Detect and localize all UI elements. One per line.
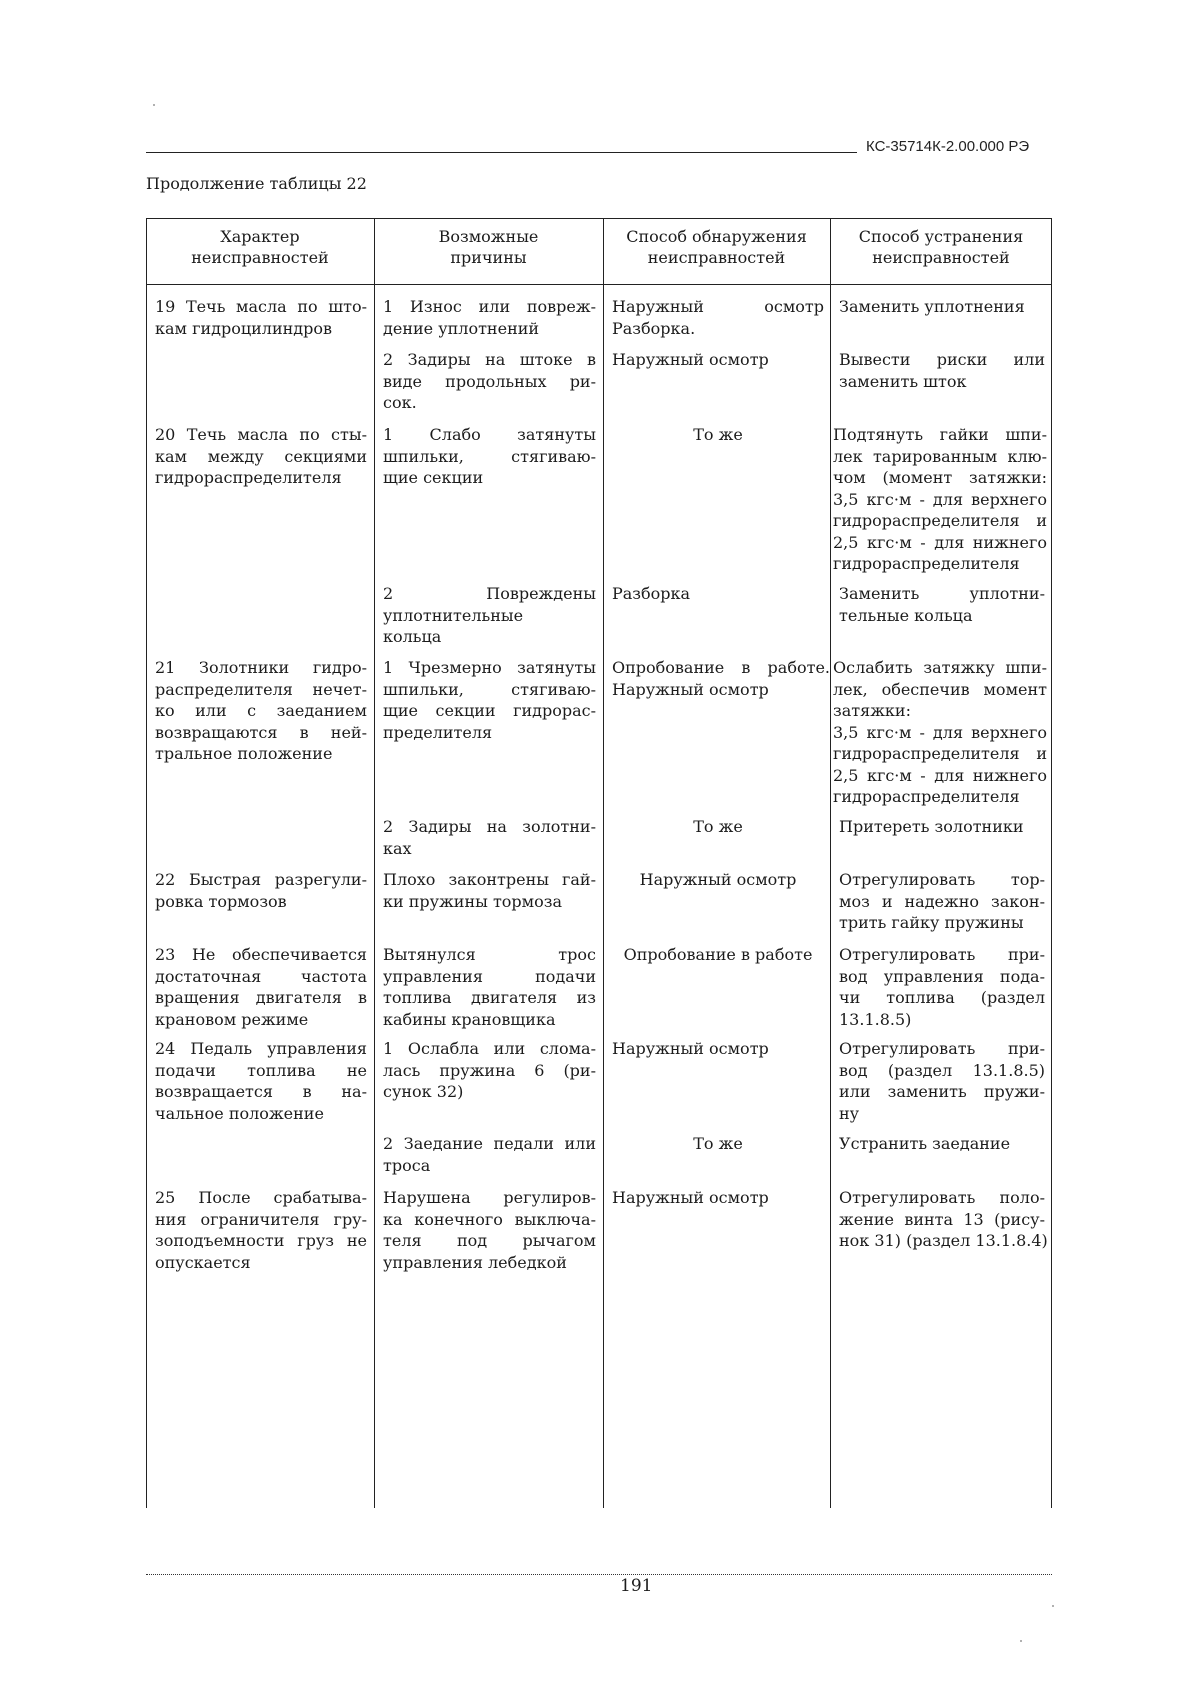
cell-line: или заменить пружи- xyxy=(839,1082,1045,1101)
header-line: неисправностей xyxy=(647,248,786,267)
cell-line: лек, обеспечив момент xyxy=(833,679,1047,699)
cell-line: Вывести риски или xyxy=(839,350,1045,369)
cell-line: гидрораспределителя xyxy=(833,554,1020,573)
cell-line: сок. xyxy=(383,393,417,412)
cell-line: Вытянулся трос xyxy=(383,945,596,964)
table-cell xyxy=(155,657,367,765)
cell-line: трить гайку пружины xyxy=(839,913,1024,932)
table-cell xyxy=(383,583,596,648)
cell-line: Плохо законтрены гай- xyxy=(383,870,596,889)
cell-line: кам между секциями xyxy=(155,446,367,466)
cell-line: тельные кольца xyxy=(839,605,973,625)
cell-line: шпильки, стягиваю- xyxy=(383,446,596,466)
cell-line: троса xyxy=(383,1155,431,1175)
table-cell xyxy=(839,869,1045,934)
cell-line: щие секции гидрорас- xyxy=(383,701,596,720)
header-col-fault xyxy=(148,226,372,268)
cell-line: подачи топлива не xyxy=(155,1060,367,1080)
cell-line: лек тарированным клю- xyxy=(833,446,1047,466)
table-cell xyxy=(155,1187,367,1273)
cell-line: 2 Заедание педали или xyxy=(383,1134,596,1153)
cell-line: кабины крановщика xyxy=(383,1009,556,1029)
cell-line: Отрегулировать поло- xyxy=(839,1188,1045,1207)
cell-line: кольца xyxy=(383,627,442,646)
page-number: 191 xyxy=(620,1576,653,1596)
cell-line: 19 Течь масла по што- xyxy=(155,297,367,316)
header-line: Способ обнаружения xyxy=(626,227,807,246)
cell-line: Опробование в работе xyxy=(623,945,813,964)
cell-line: 22 Быстрая разрегули- xyxy=(155,870,367,889)
footer-rule xyxy=(146,1574,1052,1575)
cell-line: пределителя xyxy=(383,722,493,742)
table-cell xyxy=(612,583,824,605)
cell-line: достаточная частота xyxy=(155,966,367,986)
cell-line: ния ограничителя гру- xyxy=(155,1209,367,1229)
header-col-remedy xyxy=(832,226,1050,268)
header-rule xyxy=(146,152,857,153)
header-separator xyxy=(146,284,1052,285)
cell-line: Отрегулировать тор- xyxy=(839,870,1045,889)
table-cell xyxy=(155,869,367,912)
cell-line: Опробование в работе. xyxy=(612,658,830,677)
header-col-cause xyxy=(376,226,601,268)
cell-line: топлива двигателя из xyxy=(383,988,596,1007)
cell-line: Разборка. xyxy=(612,318,696,338)
cell-line: зоподъемности груз не xyxy=(155,1231,367,1250)
cell-line: 20 Течь масла по сты- xyxy=(155,425,367,444)
cell-line: гидрораспределителя xyxy=(155,468,342,487)
column-divider xyxy=(374,218,375,1508)
cell-line: распределителя нечет- xyxy=(155,679,367,699)
table-cell xyxy=(839,816,1045,838)
header-line: Способ устранения xyxy=(858,227,1024,246)
cell-line: гидрораспределителя и xyxy=(833,511,1047,530)
cell-line: 23 Не обеспечивается xyxy=(155,945,367,964)
cell-line: ках xyxy=(383,838,412,858)
table-cell xyxy=(839,1038,1045,1124)
cell-line: Наружный осмотр xyxy=(612,1039,769,1058)
table-cell xyxy=(383,816,596,859)
header-line: неисправностей xyxy=(872,248,1010,267)
cell-line: теля под рычагом xyxy=(383,1231,596,1250)
table-cell xyxy=(383,657,596,743)
table-cell xyxy=(383,869,596,912)
cell-line: Притереть золотники xyxy=(839,817,1024,836)
table-cell xyxy=(612,424,824,446)
cell-line: ка конечного выключа- xyxy=(383,1209,596,1229)
table-cell xyxy=(612,1133,824,1155)
column-divider xyxy=(603,218,604,1508)
cell-line: нок 31) (раздел 13.1.8.4) xyxy=(839,1231,1048,1250)
cell-line: дение уплотнений xyxy=(383,318,540,338)
cell-line: гидрораспределителя xyxy=(833,787,1020,806)
cell-line: заменить шток xyxy=(839,371,967,391)
cell-line: управления лебедкой xyxy=(383,1252,567,1272)
cell-line: возвращаются в ней- xyxy=(155,722,367,742)
cell-line: 21 Золотники гидро- xyxy=(155,658,367,677)
cell-line: Нарушена регулиров- xyxy=(383,1188,596,1207)
cell-line: Подтянуть гайки шпи- xyxy=(833,425,1047,444)
table-cell xyxy=(839,1187,1048,1252)
table-cell xyxy=(612,1187,824,1209)
table-cell xyxy=(383,1133,596,1176)
cell-line: управления подачи xyxy=(383,966,596,986)
cell-line: 13.1.8.5) xyxy=(839,1009,912,1029)
cell-line: вращения двигателя в xyxy=(155,988,367,1007)
cell-line: Ослабить затяжку шпи- xyxy=(833,658,1047,677)
cell-line: шпильки, стягиваю- xyxy=(383,679,596,699)
cell-line: То же xyxy=(693,1134,743,1153)
header-line: Характер xyxy=(220,227,300,246)
header-line: Возможные xyxy=(438,227,539,246)
cell-line: ки пружины тормоза xyxy=(383,891,563,911)
table-cell xyxy=(612,816,824,838)
cell-line: Наружный осмотр xyxy=(612,350,769,369)
cell-line: Отрегулировать при- xyxy=(839,1039,1045,1058)
cell-line: Наружный осмотр xyxy=(612,1188,769,1207)
cell-line: возвращается в на- xyxy=(155,1082,367,1101)
cell-line: 2,5 кгс·м - для нижнего xyxy=(833,765,1047,785)
table-cell xyxy=(383,349,596,414)
document-code: КС-35714К-2.00.000 РЭ xyxy=(866,138,1030,155)
cell-line: ровка тормозов xyxy=(155,891,287,911)
table-cell xyxy=(612,1038,824,1060)
table-cell xyxy=(839,583,1045,626)
table-cell xyxy=(383,296,596,339)
cell-line: Заменить уплотни- xyxy=(839,584,1045,603)
table-cell xyxy=(833,657,1047,808)
cell-line: 2 Задиры на штоке в xyxy=(383,350,596,369)
header-line: неисправностей xyxy=(191,248,329,267)
scan-speck xyxy=(1020,1640,1022,1642)
table-cell xyxy=(383,944,596,1030)
cell-line: 24 Педаль управления xyxy=(155,1039,367,1058)
header-col-detection xyxy=(605,226,828,268)
cell-line: Отрегулировать при- xyxy=(839,945,1045,964)
cell-line: чом (момент затяжки: xyxy=(833,468,1047,487)
cell-line: моз и надежно закон- xyxy=(839,891,1045,911)
cell-line: 3,5 кгс·м - для верхнего xyxy=(833,489,1047,509)
cell-line: 1 Слабо затянуты xyxy=(383,425,596,444)
table-cell xyxy=(155,296,367,339)
cell-line: вод (раздел 13.1.8.5) xyxy=(839,1060,1045,1080)
table-cell xyxy=(383,424,596,489)
table-cell xyxy=(833,424,1047,575)
cell-line: чи топлива (раздел xyxy=(839,988,1045,1007)
table-cell xyxy=(612,349,824,371)
table-cell xyxy=(839,349,1045,392)
table-cell xyxy=(612,657,830,700)
cell-line: Разборка xyxy=(612,584,691,603)
cell-line: 3,5 кгс·м - для верхнего xyxy=(833,722,1047,742)
cell-line: 1 Ослабла или слома- xyxy=(383,1039,596,1058)
cell-line: ну xyxy=(839,1103,860,1123)
cell-line: гидрораспределителя и xyxy=(833,744,1047,763)
table-frame xyxy=(146,218,1052,1508)
cell-line: 2 Задиры на золотни- xyxy=(383,817,596,836)
cell-line: Наружный осмотр xyxy=(612,297,824,316)
cell-line: 1 Чрезмерно затянуты xyxy=(383,658,596,677)
table-cell xyxy=(612,944,824,966)
cell-line: То же xyxy=(693,425,743,444)
cell-line: Устранить заедание xyxy=(839,1134,1011,1153)
scan-speck xyxy=(1052,1605,1054,1607)
cell-line: чальное положение xyxy=(155,1103,324,1123)
cell-line: затяжки: xyxy=(833,701,911,720)
cell-line: вод управления пода- xyxy=(839,966,1045,986)
cell-line: То же xyxy=(693,817,743,836)
cell-line: жение винта 13 (рису- xyxy=(839,1209,1045,1229)
table-cell xyxy=(839,1133,1045,1155)
cell-line: 2 Повреждены xyxy=(383,584,596,603)
table-cell xyxy=(155,944,367,1030)
cell-line: Заменить уплотнения xyxy=(839,297,1025,316)
table-cell xyxy=(839,296,1045,318)
table-cell xyxy=(155,424,367,489)
table-cell xyxy=(155,1038,367,1124)
cell-line: кам гидроцилиндров xyxy=(155,318,333,338)
column-divider xyxy=(830,218,831,1508)
cell-line: Наружный осмотр xyxy=(612,679,769,699)
cell-line: Наружный осмотр xyxy=(639,870,797,889)
table-cell xyxy=(839,944,1045,1030)
cell-line: 25 После срабатыва- xyxy=(155,1188,367,1207)
table-cell xyxy=(612,869,824,891)
cell-line: уплотнительные xyxy=(383,605,524,625)
header-line: причины xyxy=(450,248,527,267)
cell-line: 1 Износ или повреж- xyxy=(383,297,596,316)
table-cell xyxy=(612,296,824,339)
cell-line: крановом режиме xyxy=(155,1009,309,1029)
table-cell xyxy=(383,1187,596,1273)
cell-line: 2,5 кгс·м - для нижнего xyxy=(833,532,1047,552)
table-cell xyxy=(383,1038,596,1103)
cell-line: лась пружина 6 (ри- xyxy=(383,1060,596,1080)
cell-line: щие секции xyxy=(383,468,484,487)
cell-line: тральное положение xyxy=(155,744,333,763)
cell-line: виде продольных ри- xyxy=(383,371,596,391)
scan-speck xyxy=(153,104,155,106)
cell-line: опускается xyxy=(155,1252,251,1272)
cell-line: ко или с заеданием xyxy=(155,701,367,720)
table-caption: Продолжение таблицы 22 xyxy=(146,174,367,193)
cell-line: сунок 32) xyxy=(383,1082,464,1101)
